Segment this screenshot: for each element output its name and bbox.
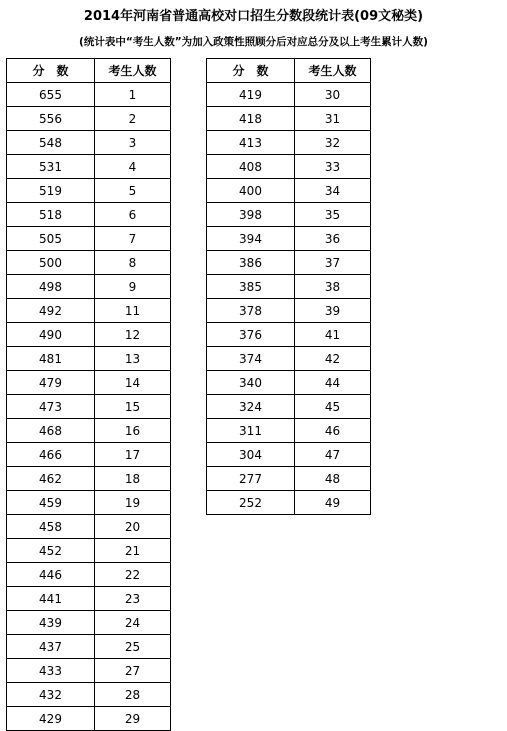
score-cell: 500 (7, 251, 95, 275)
count-cell: 46 (295, 419, 371, 443)
score-cell: 531 (7, 155, 95, 179)
table-row (207, 251, 371, 275)
score-cell: 479 (7, 371, 95, 395)
score-cell: 437 (7, 635, 95, 659)
table-row (207, 203, 371, 227)
count-cell: 44 (295, 371, 371, 395)
count-cell: 13 (95, 347, 171, 371)
table-row (7, 587, 171, 611)
score-cell: 432 (7, 683, 95, 707)
table-row (7, 707, 171, 731)
table-row (7, 107, 171, 131)
score-cell: 492 (7, 299, 95, 323)
table-row (207, 347, 371, 371)
score-cell: 408 (207, 155, 295, 179)
table-row (7, 131, 171, 155)
score-cell: 418 (207, 107, 295, 131)
score-cell: 655 (7, 83, 95, 107)
score-cell: 518 (7, 203, 95, 227)
count-cell: 11 (95, 299, 171, 323)
table-row (7, 395, 171, 419)
count-cell: 24 (95, 611, 171, 635)
table-row (7, 83, 171, 107)
count-cell: 35 (295, 203, 371, 227)
count-cell: 19 (95, 491, 171, 515)
count-cell: 9 (95, 275, 171, 299)
score-cell: 481 (7, 347, 95, 371)
table-row (7, 563, 171, 587)
count-cell: 23 (95, 587, 171, 611)
score-cell: 462 (7, 467, 95, 491)
score-cell: 277 (207, 467, 295, 491)
table-row (207, 395, 371, 419)
table-row (207, 107, 371, 131)
table-row (7, 419, 171, 443)
score-cell: 466 (7, 443, 95, 467)
page-subtitle: (统计表中“考生人数”为加入政策性照顾分后对应总分及以上考生累计人数) (79, 36, 428, 48)
score-cell: 413 (207, 131, 295, 155)
score-cell: 378 (207, 299, 295, 323)
table-row (7, 491, 171, 515)
page-title: 2014年河南省普通高校对口招生分数段统计表(09文秘类) (83, 9, 424, 24)
table-row (207, 467, 371, 491)
score-cell: 374 (207, 347, 295, 371)
count-cell: 32 (295, 131, 371, 155)
count-cell: 31 (295, 107, 371, 131)
table-row (207, 491, 371, 515)
table-row (7, 371, 171, 395)
table-row (7, 515, 171, 539)
table-header-row (207, 59, 371, 83)
count-cell: 7 (95, 227, 171, 251)
table-row (7, 179, 171, 203)
score-cell: 458 (7, 515, 95, 539)
score-cell: 441 (7, 587, 95, 611)
score-cell: 429 (7, 707, 95, 731)
table-row (207, 83, 371, 107)
table-row (207, 131, 371, 155)
table-row (207, 179, 371, 203)
count-cell: 3 (95, 131, 171, 155)
score-cell: 419 (207, 83, 295, 107)
count-cell: 28 (95, 683, 171, 707)
score-cell: 398 (207, 203, 295, 227)
score-cell: 468 (7, 419, 95, 443)
count-cell: 2 (95, 107, 171, 131)
table-row (7, 323, 171, 347)
count-cell: 30 (295, 83, 371, 107)
score-cell: 433 (7, 659, 95, 683)
table-row (7, 443, 171, 467)
score-cell: 548 (7, 131, 95, 155)
table-row (207, 419, 371, 443)
score-cell: 252 (207, 491, 295, 515)
count-cell: 22 (95, 563, 171, 587)
table-row (7, 275, 171, 299)
count-cell: 17 (95, 443, 171, 467)
count-cell: 25 (95, 635, 171, 659)
table-row (7, 299, 171, 323)
count-cell: 47 (295, 443, 371, 467)
table-row (7, 683, 171, 707)
table-row (207, 371, 371, 395)
table-row (207, 227, 371, 251)
count-cell: 4 (95, 155, 171, 179)
count-cell: 16 (95, 419, 171, 443)
count-cell: 48 (295, 467, 371, 491)
count-cell: 15 (95, 395, 171, 419)
score-cell: 452 (7, 539, 95, 563)
table-row (7, 659, 171, 683)
count-cell: 42 (295, 347, 371, 371)
score-cell: 304 (207, 443, 295, 467)
count-cell: 21 (95, 539, 171, 563)
table-row (7, 635, 171, 659)
score-cell: 340 (207, 371, 295, 395)
score-cell: 376 (207, 323, 295, 347)
score-cell: 505 (7, 227, 95, 251)
score-cell: 498 (7, 275, 95, 299)
count-cell: 1 (95, 83, 171, 107)
table-row (7, 611, 171, 635)
score-cell: 556 (7, 107, 95, 131)
table-row (7, 251, 171, 275)
table-row (7, 227, 171, 251)
count-cell: 20 (95, 515, 171, 539)
score-cell: 519 (7, 179, 95, 203)
count-cell: 37 (295, 251, 371, 275)
table-row (207, 443, 371, 467)
count-cell: 12 (95, 323, 171, 347)
score-cell: 446 (7, 563, 95, 587)
count-cell: 5 (95, 179, 171, 203)
count-cell: 33 (295, 155, 371, 179)
score-cell: 400 (207, 179, 295, 203)
count-cell: 45 (295, 395, 371, 419)
table-row (7, 467, 171, 491)
header-examinee-count: 考生人数 (295, 59, 371, 83)
score-cell: 439 (7, 611, 95, 635)
table-row (207, 299, 371, 323)
count-cell: 14 (95, 371, 171, 395)
table-row (7, 347, 171, 371)
score-cell: 311 (207, 419, 295, 443)
table-row (7, 155, 171, 179)
table-row (207, 275, 371, 299)
score-cell: 386 (207, 251, 295, 275)
count-cell: 27 (95, 659, 171, 683)
count-cell: 18 (95, 467, 171, 491)
count-cell: 34 (295, 179, 371, 203)
table-row (207, 323, 371, 347)
count-cell: 29 (95, 707, 171, 731)
header-examinee-count: 考生人数 (95, 59, 171, 83)
count-cell: 41 (295, 323, 371, 347)
count-cell: 39 (295, 299, 371, 323)
count-cell: 36 (295, 227, 371, 251)
table-row (207, 155, 371, 179)
score-table-left (6, 58, 171, 731)
score-cell: 459 (7, 491, 95, 515)
header-score: 分 数 (207, 59, 295, 83)
table-header-row (7, 59, 171, 83)
table-row (7, 203, 171, 227)
count-cell: 49 (295, 491, 371, 515)
header-score: 分 数 (7, 59, 95, 83)
table-row (7, 539, 171, 563)
score-cell: 324 (207, 395, 295, 419)
score-cell: 490 (7, 323, 95, 347)
score-cell: 473 (7, 395, 95, 419)
score-cell: 385 (207, 275, 295, 299)
score-table-right (206, 58, 371, 515)
score-cell: 394 (207, 227, 295, 251)
count-cell: 6 (95, 203, 171, 227)
count-cell: 38 (295, 275, 371, 299)
count-cell: 8 (95, 251, 171, 275)
